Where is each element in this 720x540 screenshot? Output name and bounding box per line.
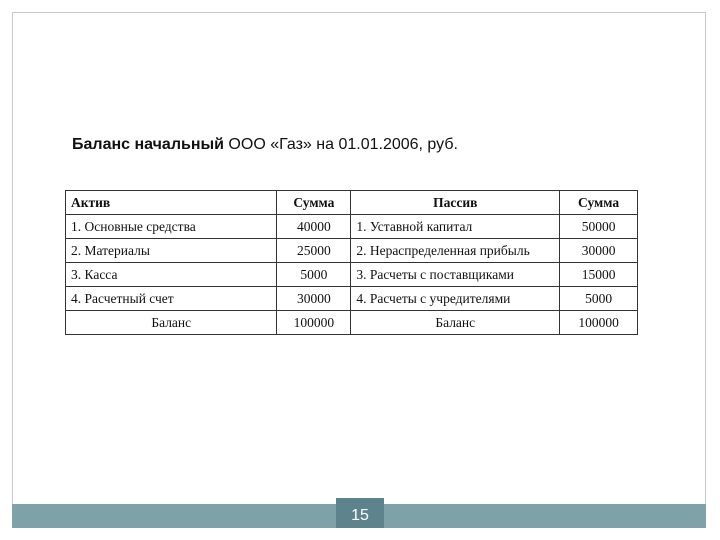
table-cell: 25000 (277, 239, 351, 263)
table-row (66, 263, 638, 287)
table-cell: 5000 (277, 263, 351, 287)
table-cell: 4. Расчеты с учредителями (351, 287, 560, 311)
total-label: Баланс (351, 311, 560, 335)
page-title (72, 136, 458, 154)
page-number: 15 (336, 498, 384, 528)
table-header-row (66, 191, 638, 215)
table-cell: 2. Материалы (66, 239, 277, 263)
total-value: 100000 (277, 311, 351, 335)
header-cell-assets: Актив (66, 191, 277, 215)
total-label: Баланс (66, 311, 277, 335)
table-row (66, 239, 638, 263)
table-cell: 4. Расчетный счет (66, 287, 277, 311)
table-cell: 1. Основные средства (66, 215, 277, 239)
table-cell: 50000 (560, 215, 638, 239)
total-value: 100000 (560, 311, 638, 335)
table-total-row (66, 311, 638, 335)
table-cell: 40000 (277, 215, 351, 239)
title-rest: ООО «Газ» на 01.01.2006, руб. (223, 136, 458, 153)
table-cell: 2. Нераспределенная прибыль (351, 239, 560, 263)
balance-table (65, 190, 638, 335)
header-cell-sum: Сумма (277, 191, 351, 215)
header-cell-sum: Сумма (560, 191, 638, 215)
table-cell: 1. Уставной капитал (351, 215, 560, 239)
table-cell: 5000 (560, 287, 638, 311)
title-bold: Баланс начальный (72, 136, 224, 153)
table-cell: 3. Расчеты с поставщиками (351, 263, 560, 287)
table-cell: 30000 (560, 239, 638, 263)
table-cell: 15000 (560, 263, 638, 287)
table-row (66, 287, 638, 311)
header-cell-liabilities: Пассив (351, 191, 560, 215)
table-cell: 3. Касса (66, 263, 277, 287)
table-row (66, 215, 638, 239)
table-cell: 30000 (277, 287, 351, 311)
